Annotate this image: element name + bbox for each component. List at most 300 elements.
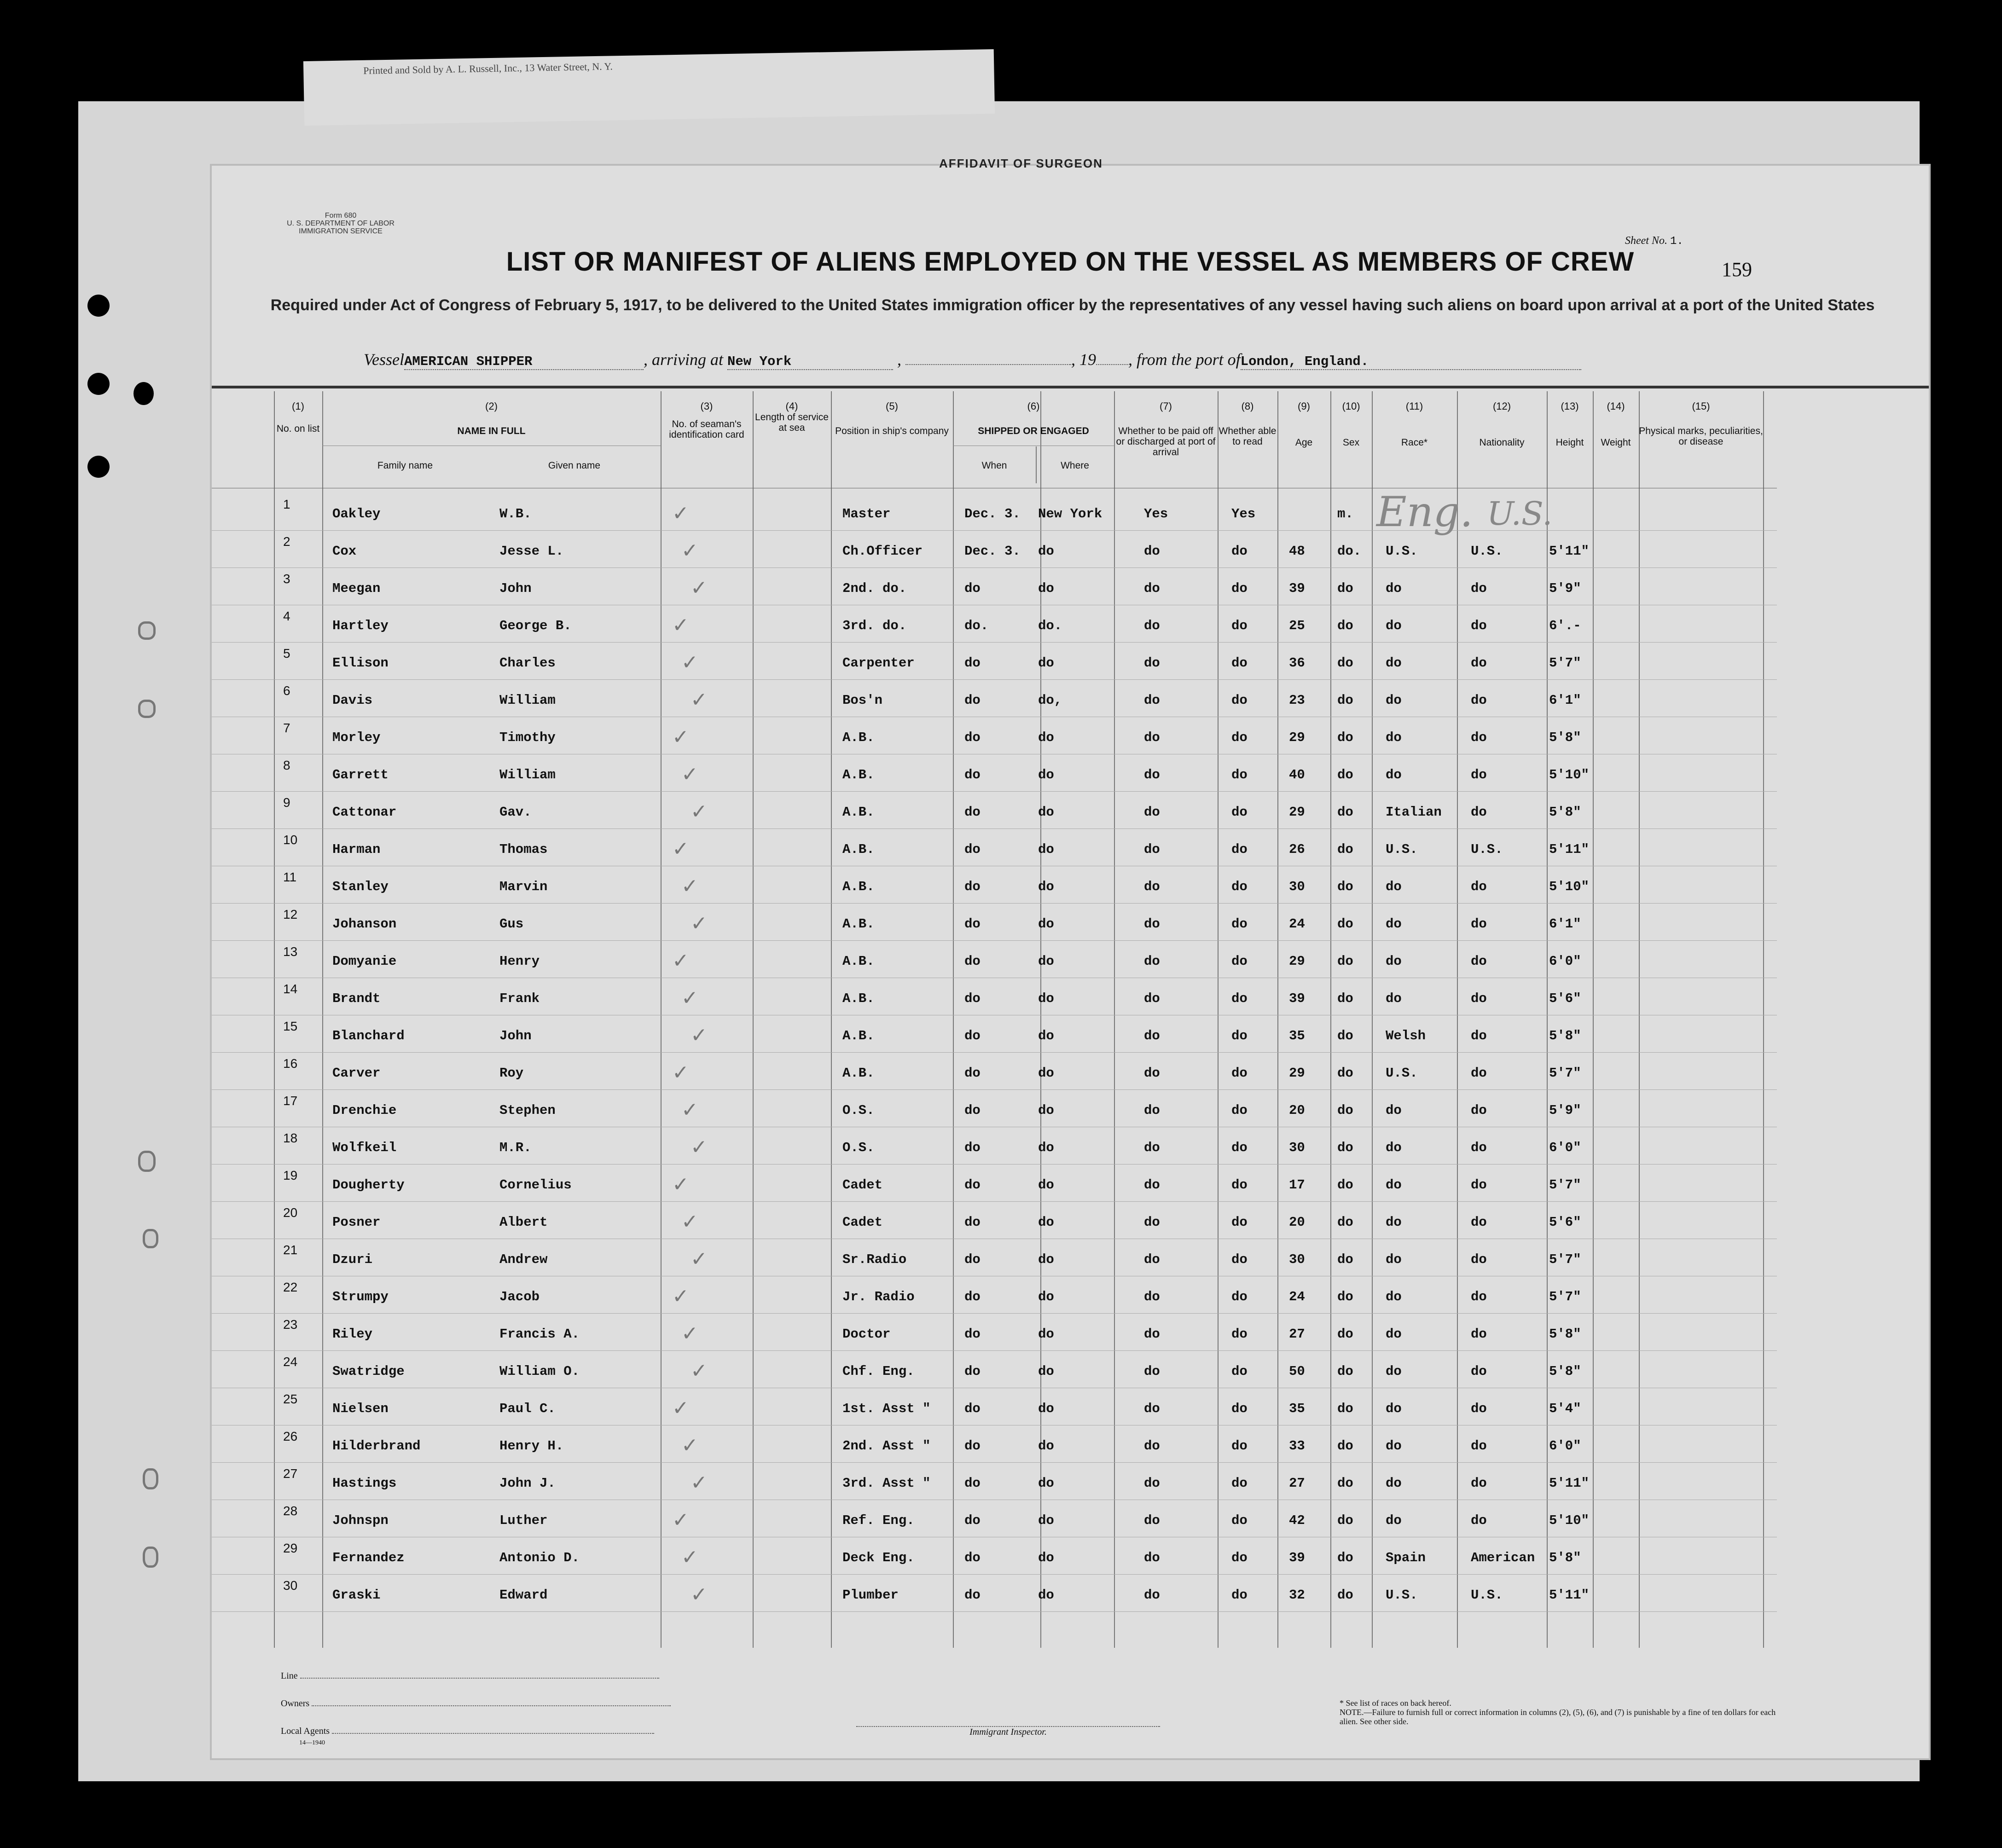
- cell-nationality: U.S.: [1471, 544, 1503, 559]
- cell-where: do: [1038, 879, 1054, 894]
- cell-where: do: [1038, 842, 1054, 857]
- cell-family: Domyanie: [332, 954, 397, 969]
- cell-age: 32: [1289, 1587, 1305, 1603]
- cell-when: do: [964, 1215, 981, 1230]
- cell-age: 40: [1289, 767, 1305, 782]
- cell-given: John: [499, 581, 532, 596]
- cell-paid: do: [1144, 1252, 1160, 1267]
- binder-hole: [87, 295, 110, 317]
- checkmark-icon: ✓: [672, 1396, 689, 1420]
- cell-sex: do: [1337, 991, 1353, 1006]
- checkmark-icon: ✓: [681, 1546, 698, 1569]
- cell-paid: do: [1144, 1028, 1160, 1043]
- row-rule: [212, 1052, 1777, 1053]
- cell-paid: do: [1144, 1364, 1160, 1379]
- cell-nationality: do: [1471, 618, 1487, 633]
- row-number: 4: [283, 609, 290, 623]
- row-number: 17: [283, 1094, 298, 1108]
- cell-height: 5'11": [1549, 1587, 1590, 1603]
- cell-age: 30: [1289, 1140, 1305, 1155]
- cell-when: do: [964, 655, 981, 671]
- year-label: , 19: [1071, 350, 1096, 369]
- cell-sex: do: [1337, 1364, 1353, 1379]
- manifest-subtitle: Required under Act of Congress of February 5, 1917, to be delivered to the United States immigration officer by the representatives of any vessel having such aliens on board upon arrival at a port of the United States: [270, 296, 1875, 314]
- row-number: 28: [283, 1504, 298, 1518]
- cell-given: Albert: [499, 1215, 548, 1230]
- cell-nationality: U.S.: [1471, 1587, 1503, 1603]
- cell-family: Morley: [332, 730, 381, 745]
- cell-sex: do: [1337, 1550, 1353, 1565]
- cell-where: do: [1038, 767, 1054, 782]
- colnum-3: (3): [700, 400, 713, 412]
- table-row: [212, 1578, 1929, 1615]
- form-service: IMMIGRATION SERVICE: [299, 227, 383, 235]
- cell-family: Garrett: [332, 767, 389, 782]
- table-row: [212, 572, 1929, 608]
- cell-race: Welsh: [1386, 1028, 1426, 1043]
- cell-when: do: [964, 1327, 981, 1342]
- manifest-sheet: [212, 156, 1929, 1758]
- immigrant-inspector: Immigrant Inspector.: [856, 1726, 1160, 1738]
- cell-height: 5'11": [1549, 1476, 1590, 1491]
- cell-where: do: [1038, 805, 1054, 820]
- colnum-15: (15): [1692, 400, 1710, 412]
- from-label: , from the port of: [1128, 350, 1241, 369]
- cell-age: 50: [1289, 1364, 1305, 1379]
- cell-nationality: do: [1471, 1140, 1487, 1155]
- table-row: [212, 1056, 1929, 1093]
- checkmark-icon: ✓: [691, 688, 708, 712]
- checkmark-icon: ✓: [672, 502, 689, 525]
- cell-height: 5'11": [1549, 544, 1590, 559]
- cell-sex: do: [1337, 1401, 1353, 1416]
- colnum-5: (5): [886, 400, 898, 412]
- cell-where: do: [1038, 1364, 1054, 1379]
- cell-position: A.B.: [842, 842, 875, 857]
- checkmark-icon: ✓: [672, 1285, 689, 1308]
- cell-paid: do: [1144, 1476, 1160, 1491]
- cell-paid: do: [1144, 1140, 1160, 1155]
- cell-read: do: [1231, 1066, 1248, 1081]
- header-paid-off: Whether to be paid off or discharged at port of arrival: [1116, 426, 1216, 458]
- cell-nationality: do: [1471, 1289, 1487, 1304]
- checkmark-icon: ✓: [691, 1135, 708, 1159]
- cell-read: do: [1231, 954, 1248, 969]
- row-number: 27: [283, 1466, 298, 1481]
- cell-race: do: [1386, 1476, 1402, 1491]
- vessel-name: AMERICAN SHIPPER: [404, 354, 644, 370]
- colnum-13: (13): [1561, 400, 1579, 412]
- header-marks: Physical marks, peculiarities, or disease: [1639, 426, 1763, 447]
- cell-nationality: do: [1471, 730, 1487, 745]
- cell-position: Ch.Officer: [842, 544, 923, 559]
- cell-given: Jesse L.: [499, 544, 564, 559]
- cell-when: do: [964, 842, 981, 857]
- cell-race: do: [1386, 730, 1402, 745]
- cell-position: Deck Eng.: [842, 1550, 915, 1565]
- checkmark-icon: ✓: [691, 576, 708, 600]
- cell-given: Edward: [499, 1587, 548, 1603]
- cell-position: A.B.: [842, 879, 875, 894]
- cell-read: do: [1231, 1252, 1248, 1267]
- cell-read: do: [1231, 1587, 1248, 1603]
- cell-family: Harman: [332, 842, 381, 857]
- cell-when: do: [964, 1177, 981, 1193]
- cell-paid: do: [1144, 1513, 1160, 1528]
- table-row: [212, 1280, 1929, 1317]
- cell-nationality: do: [1471, 1513, 1487, 1528]
- row-number: 21: [283, 1243, 298, 1257]
- cell-given: George B.: [499, 618, 572, 633]
- cell-sex: do: [1337, 1327, 1353, 1342]
- row-rule: [212, 903, 1777, 904]
- table-row: [212, 721, 1929, 758]
- cell-read: do: [1231, 581, 1248, 596]
- cell-race: do: [1386, 1252, 1402, 1267]
- agents-label: Local Agents: [281, 1726, 330, 1736]
- cell-paid: do: [1144, 767, 1160, 782]
- cell-position: A.B.: [842, 805, 875, 820]
- cell-where: do: [1038, 1177, 1054, 1193]
- cell-age: 35: [1289, 1028, 1305, 1043]
- cell-sex: do: [1337, 693, 1353, 708]
- cell-height: 5'10": [1549, 767, 1590, 782]
- cell-race: do: [1386, 767, 1402, 782]
- row-number: 7: [283, 721, 290, 735]
- checkmark-icon: ✓: [672, 837, 689, 861]
- cell-paid: do: [1144, 1438, 1160, 1454]
- cell-read: do: [1231, 1476, 1248, 1491]
- header-rule: [212, 386, 1929, 388]
- cell-family: Cox: [332, 544, 357, 559]
- cell-where: do: [1038, 1103, 1054, 1118]
- cell-read: do: [1231, 767, 1248, 782]
- cell-sex: do: [1337, 767, 1353, 782]
- cell-given: Jacob: [499, 1289, 540, 1304]
- cell-paid: do: [1144, 693, 1160, 708]
- cell-paid: do: [1144, 1289, 1160, 1304]
- cell-where: do: [1038, 1066, 1054, 1081]
- checkmark-icon: ✓: [691, 1471, 708, 1495]
- binder-hole: [133, 382, 154, 405]
- header-nationality: Nationality: [1479, 437, 1525, 448]
- cell-given: Charles: [499, 655, 556, 671]
- sheet-label: Sheet No.: [1625, 235, 1667, 247]
- table-row: [212, 1504, 1929, 1541]
- table-row: [212, 1131, 1929, 1168]
- cell-age: 39: [1289, 581, 1305, 596]
- header-position: Position in ship's company: [835, 426, 949, 436]
- cell-race: do: [1386, 581, 1402, 596]
- cell-race: do: [1386, 1513, 1402, 1528]
- cell-race: Spain: [1386, 1550, 1426, 1565]
- cell-when: do: [964, 991, 981, 1006]
- cell-race: U.S.: [1386, 842, 1418, 857]
- row-rule: [212, 1201, 1777, 1202]
- cell-height: 6'0": [1549, 1438, 1581, 1454]
- cell-height: 5'6": [1549, 1215, 1581, 1230]
- row-number: 12: [283, 907, 298, 921]
- cell-given: William: [499, 767, 556, 782]
- cell-when: do: [964, 581, 981, 596]
- cell-when: do: [964, 1587, 981, 1603]
- cell-when: Dec. 3.: [964, 506, 1021, 521]
- binder-ring: [138, 621, 156, 640]
- cell-where: do: [1038, 1513, 1054, 1528]
- cell-read: do: [1231, 1513, 1248, 1528]
- cell-height: 5'8": [1549, 1364, 1581, 1379]
- vessel-label: Vessel: [364, 350, 404, 369]
- cell-nationality: do: [1471, 879, 1487, 894]
- cell-where: do: [1038, 1289, 1054, 1304]
- table-row: [212, 1355, 1929, 1391]
- cell-height: 5'7": [1549, 1252, 1581, 1267]
- footer-line: [281, 1671, 659, 1681]
- cell-given: Stephen: [499, 1103, 556, 1118]
- cell-where: do: [1038, 1252, 1054, 1267]
- row-rule: [212, 679, 1777, 680]
- cell-position: Carpenter: [842, 655, 915, 671]
- row-number: 30: [283, 1578, 298, 1593]
- cell-when: do: [964, 916, 981, 932]
- header-family-name: Family name: [377, 460, 433, 471]
- header-no: No. on list: [276, 423, 320, 434]
- cell-age: 23: [1289, 693, 1305, 708]
- cell-family: Davis: [332, 693, 373, 708]
- cell-height: 5'11": [1549, 842, 1590, 857]
- header-height: Height: [1555, 437, 1584, 448]
- cell-paid: do: [1144, 805, 1160, 820]
- cell-given: William O.: [499, 1364, 580, 1379]
- cell-age: 26: [1289, 842, 1305, 857]
- checkmark-icon: ✓: [672, 1508, 689, 1532]
- cell-position: Ref. Eng.: [842, 1513, 915, 1528]
- cell-paid: do: [1144, 1066, 1160, 1081]
- cell-when: do: [964, 1066, 981, 1081]
- cell-where: do: [1038, 1327, 1054, 1342]
- cell-given: Antonio D.: [499, 1550, 580, 1565]
- cell-height: 6'1": [1549, 693, 1581, 708]
- cell-family: Riley: [332, 1327, 373, 1342]
- row-number: 25: [283, 1392, 298, 1406]
- cell-sex: do: [1337, 916, 1353, 932]
- table-row: [212, 833, 1929, 869]
- manifest-table: [212, 391, 1929, 1648]
- cell-age: 20: [1289, 1215, 1305, 1230]
- cell-family: Hartley: [332, 618, 389, 633]
- cell-read: do: [1231, 693, 1248, 708]
- cell-family: Hilderbrand: [332, 1438, 421, 1454]
- cell-paid: do: [1144, 1587, 1160, 1603]
- printer-note: Printed and Sold by A. L. Russell, Inc., 13 Water Street, N. Y.: [363, 60, 613, 76]
- agents-code: 14—1940: [299, 1739, 325, 1746]
- cell-height: 5'7": [1549, 1289, 1581, 1304]
- cell-given: W.B.: [499, 506, 532, 521]
- cell-position: A.B.: [842, 767, 875, 782]
- table-row: [212, 944, 1929, 981]
- cell-family: Dougherty: [332, 1177, 405, 1193]
- cell-where: do: [1038, 1476, 1054, 1491]
- binder-ring: [143, 1547, 158, 1568]
- cell-paid: do: [1144, 1401, 1160, 1416]
- cell-nationality: do: [1471, 1066, 1487, 1081]
- cell-race: U.S.: [1386, 1066, 1418, 1081]
- cell-age: 29: [1289, 805, 1305, 820]
- cell-position: Chf. Eng.: [842, 1364, 915, 1379]
- cell-family: Fernandez: [332, 1550, 405, 1565]
- cell-race: do: [1386, 879, 1402, 894]
- cell-when: do: [964, 1476, 981, 1491]
- cell-height: 6'1": [1549, 916, 1581, 932]
- manifest-title: LIST OR MANIFEST OF ALIENS EMPLOYED ON THE VESSEL AS MEMBERS OF CREW: [506, 247, 1635, 277]
- header-shipped: SHIPPED OR ENGAGED: [978, 426, 1089, 436]
- footer-agents: [281, 1726, 654, 1747]
- binder-ring: [138, 1151, 156, 1172]
- cell-where: do: [1038, 1401, 1054, 1416]
- cell-where: do: [1038, 1028, 1054, 1043]
- cell-where: do: [1038, 655, 1054, 671]
- table-row: [212, 982, 1929, 1019]
- cell-read: do: [1231, 1550, 1248, 1565]
- cell-height: 6'0": [1549, 1140, 1581, 1155]
- cell-family: Dzuri: [332, 1252, 373, 1267]
- cell-nationality: American: [1471, 1550, 1535, 1565]
- cell-sex: do: [1337, 655, 1353, 671]
- cell-read: do: [1231, 1140, 1248, 1155]
- row-number: 14: [283, 982, 298, 996]
- cell-position: A.B.: [842, 1066, 875, 1081]
- cell-race: do: [1386, 693, 1402, 708]
- cell-nationality: do: [1471, 1028, 1487, 1043]
- cell-given: M.R.: [499, 1140, 532, 1155]
- cell-read: do: [1231, 842, 1248, 857]
- cell-where: New York: [1038, 506, 1103, 521]
- line-field: [300, 1678, 659, 1679]
- cell-age: 24: [1289, 916, 1305, 932]
- footer-notes: [1340, 1698, 1777, 1726]
- form-number: Form 680: [325, 212, 357, 220]
- cell-nationality: do: [1471, 1364, 1487, 1379]
- cell-when: do: [964, 1103, 981, 1118]
- cell-race: do: [1386, 1438, 1402, 1454]
- affidavit-heading: AFFIDAVIT OF SURGEON: [939, 156, 1103, 170]
- colnum-11: (11): [1405, 400, 1423, 412]
- cell-race: do: [1386, 1327, 1402, 1342]
- checkmark-icon: ✓: [691, 1024, 708, 1047]
- cell-race: do: [1386, 954, 1402, 969]
- cell-paid: do: [1144, 1550, 1160, 1565]
- cell-position: A.B.: [842, 1028, 875, 1043]
- row-rule: [212, 1313, 1777, 1314]
- cell-position: Sr.Radio: [842, 1252, 907, 1267]
- cell-height: 5'9": [1549, 581, 1581, 596]
- cell-where: do: [1038, 1438, 1054, 1454]
- colnum-2: (2): [485, 400, 498, 412]
- header-where: Where: [1061, 460, 1089, 471]
- header-age: Age: [1295, 437, 1313, 448]
- table-row: [212, 1094, 1929, 1130]
- cell-sex: do: [1337, 1476, 1353, 1491]
- cell-paid: do: [1144, 730, 1160, 745]
- cell-height: 5'9": [1549, 1103, 1581, 1118]
- cell-sex: do: [1337, 1438, 1353, 1454]
- table-row: [212, 1466, 1929, 1503]
- table-row: [212, 1317, 1929, 1354]
- cell-when: do: [964, 767, 981, 782]
- cell-position: O.S.: [842, 1103, 875, 1118]
- row-number: 1: [283, 497, 290, 511]
- cell-sex: do: [1337, 581, 1353, 596]
- from-port: London, England.: [1241, 354, 1581, 370]
- cell-when: do: [964, 1252, 981, 1267]
- arriving-port: New York: [727, 354, 893, 370]
- row-number: 19: [283, 1168, 298, 1182]
- cell-age: 36: [1289, 655, 1305, 671]
- cell-nationality: do: [1471, 1476, 1487, 1491]
- colnum-8: (8): [1241, 400, 1254, 412]
- cell-age: 39: [1289, 991, 1305, 1006]
- cell-race: do: [1386, 1103, 1402, 1118]
- row-rule: [212, 1350, 1777, 1351]
- cell-nationality: do: [1471, 916, 1487, 932]
- cell-sex: do: [1337, 1028, 1353, 1043]
- colnum-1: (1): [292, 400, 304, 412]
- cell-age: 42: [1289, 1513, 1305, 1528]
- header-read: Whether able to read: [1219, 426, 1277, 447]
- checkmark-icon: ✓: [672, 614, 689, 637]
- cell-sex: m.: [1337, 506, 1353, 521]
- cell-race: do: [1386, 1289, 1402, 1304]
- cell-race: U.S.: [1386, 544, 1418, 559]
- colnum-6: (6): [1027, 400, 1040, 412]
- header-race: Race*: [1401, 437, 1428, 448]
- checkmark-icon: ✓: [691, 1247, 708, 1271]
- cell-nationality: do: [1471, 655, 1487, 671]
- cell-family: Brandt: [332, 991, 381, 1006]
- cell-given: Gav.: [499, 805, 532, 820]
- row-number: 11: [283, 870, 297, 884]
- cell-read: do: [1231, 1438, 1248, 1454]
- cell-where: do: [1038, 916, 1054, 932]
- sheet-number: [1625, 235, 1683, 248]
- cell-read: do: [1231, 730, 1248, 745]
- row-rule: [212, 642, 1777, 643]
- penalty-note: NOTE.—Failure to furnish full or correct information in columns (2), (5), (6), and (7) is punishable by a fine of ten dollars for each alien. See other side.: [1340, 1708, 1776, 1726]
- row-number: 29: [283, 1541, 298, 1555]
- year-blank: [1096, 364, 1128, 365]
- checkmark-icon: ✓: [691, 1359, 708, 1383]
- table-row: [212, 609, 1929, 646]
- colnum-12: (12): [1492, 400, 1511, 412]
- cell-height: 5'4": [1549, 1401, 1581, 1416]
- cell-age: 29: [1289, 954, 1305, 969]
- cell-given: John J.: [499, 1476, 556, 1491]
- cell-height: 5'8": [1549, 1028, 1581, 1043]
- row-rule: [212, 940, 1777, 941]
- cell-paid: do: [1144, 544, 1160, 559]
- cell-given: Frank: [499, 991, 540, 1006]
- cell-where: do: [1038, 730, 1054, 745]
- cell-nationality: do: [1471, 767, 1487, 782]
- cell-where: do,: [1038, 693, 1062, 708]
- header-weight: Weight: [1601, 437, 1631, 448]
- cell-family: Meegan: [332, 581, 381, 596]
- cell-when: Dec. 3.: [964, 544, 1021, 559]
- row-number: 8: [283, 758, 290, 772]
- cell-when: do: [964, 1140, 981, 1155]
- checkmark-icon: ✓: [681, 986, 698, 1010]
- cell-nationality: do: [1471, 1401, 1487, 1416]
